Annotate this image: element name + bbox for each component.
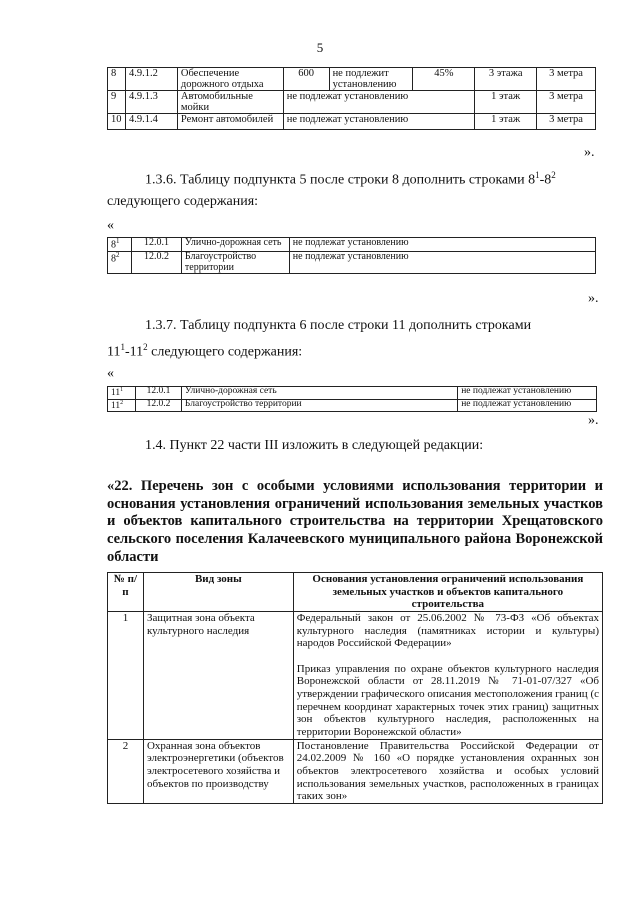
superscript: 2	[120, 399, 124, 406]
table-header-row	[108, 573, 603, 612]
column-header: Вид зоны	[143, 573, 293, 612]
table-cell	[108, 238, 132, 252]
table-cell: не подлежат установлению	[289, 252, 595, 274]
table-cell: 600	[283, 68, 329, 91]
table-row	[108, 238, 596, 252]
table-cell: не подлежат установлению	[458, 399, 597, 412]
table-cell: 3 метра	[537, 68, 596, 91]
table-cell	[108, 387, 136, 400]
section-title: «22. Перечень зон с особыми условиями использования территории и основания установления ограничений использования земельных участков и объектов капитального строительства на территории Хрещатовского сельского поселения Калачеевского муниципального района Воронежской области	[107, 478, 603, 565]
table-cell: не подлежат установлению	[289, 238, 595, 252]
table-cell: 10	[108, 114, 126, 130]
table-cell	[293, 739, 602, 803]
table-row	[108, 114, 596, 130]
row-number: 8	[111, 239, 116, 251]
paragraph-text: следующего содержания:	[147, 344, 303, 360]
row-number: 11	[111, 388, 121, 399]
table-cell: 3 метра	[537, 114, 596, 130]
table-cell: Охранная зона объектов электроэнергетики (объектов электросетевого хозяйства и объектов по производству	[143, 739, 293, 803]
opening-quote: «	[107, 218, 114, 233]
row-number: 11	[111, 400, 121, 411]
zoning-table-2	[107, 237, 596, 274]
closing-quote: ».	[588, 413, 599, 428]
closing-quote: ».	[588, 291, 599, 306]
table-cell: 3 этажа	[475, 68, 537, 91]
paragraph-text: 1.3.6. Таблицу подпункта 5 после строки 8 дополнить строками 8	[145, 172, 536, 188]
table-cell: Улично-дорожная сеть	[181, 387, 457, 400]
basis-text: Постановление Правительства Российской Федерации от 24.02.2009 № 160 «О порядке установления охранных зон объектов электросетевого хозяйства и особых условий использования земельных участков, расположенных в границах таких зон»	[296, 739, 599, 803]
zoning-table-1	[107, 67, 596, 130]
table-cell: Защитная зона объекта культурного наследия	[143, 611, 293, 739]
table-cell: 3 метра	[537, 91, 596, 114]
table-cell: 8	[108, 68, 126, 91]
basis-text: Федеральный закон от 25.06.2002 № 73-ФЗ «Об объектах культурного наследия (памятниках истории и культуры) народов Российской Федерации»	[296, 611, 599, 650]
zones-table	[107, 572, 603, 804]
table-cell: 45%	[413, 68, 475, 91]
table-cell: 4.9.1.3	[125, 91, 177, 114]
table-row	[108, 611, 603, 739]
superscript: 1	[116, 237, 120, 245]
paragraph-text: 11	[107, 344, 121, 360]
table-cell: 12.0.1	[131, 238, 181, 252]
superscript: 2	[116, 251, 120, 259]
table-cell: не подлежит установлению	[329, 68, 413, 91]
table-cell	[293, 611, 602, 739]
table-cell: Ремонт автомобилей	[177, 114, 283, 130]
paragraph-1-3-6-cont: следующего содержания:	[107, 194, 259, 209]
paragraph-1-3-7: 1.3.7. Таблицу подпункта 6 после строки 11 дополнить строками	[145, 318, 532, 333]
table-cell: Обеспечение дорожного отдыха	[177, 68, 283, 91]
superscript: 1	[120, 342, 125, 352]
table-cell: 1 этаж	[475, 114, 537, 130]
opening-quote: «	[107, 366, 114, 381]
table-row	[108, 387, 597, 400]
paragraph-text: -11	[124, 344, 144, 360]
table-row	[108, 252, 596, 274]
table-cell: 12.0.2	[135, 399, 181, 412]
table-cell	[108, 399, 136, 412]
table-cell: не подлежат установлению	[283, 91, 475, 114]
table-cell: 4.9.1.2	[125, 68, 177, 91]
paragraph-text: -8	[539, 172, 552, 188]
page-number: 5	[316, 40, 324, 55]
table-cell: Благоустройство территории	[181, 252, 289, 274]
superscript: 1	[535, 170, 540, 180]
table-cell	[108, 252, 132, 274]
column-header: Основания установления ограничений использования земельных участков и объектов капитального строительства	[293, 573, 602, 612]
table-row	[108, 739, 603, 803]
paragraph-1-4: 1.4. Пункт 22 части III изложить в следующей редакции:	[145, 438, 484, 453]
table-cell: 2	[108, 739, 144, 803]
table-cell: Улично-дорожная сеть	[181, 238, 289, 252]
table-row	[108, 91, 596, 114]
superscript: 2	[143, 342, 148, 352]
column-header: № п/п	[108, 573, 144, 612]
table-cell: не подлежат установлению	[458, 387, 597, 400]
table-cell: не подлежат установлению	[283, 114, 475, 130]
table-cell: 12.0.2	[131, 252, 181, 274]
table-cell: 1	[108, 611, 144, 739]
table-cell: 9	[108, 91, 126, 114]
basis-text: Приказ управления по охране объектов культурного наследия Воронежской области от 28.11.2019 № 71-01-07/327 «Об утверждении графического описания местоположения границ (с перечнем координат характерных точек этих границ) защитных зон объектов культурного наследия, расположенных на территории Воронежской области»	[296, 662, 599, 739]
table-cell: 4.9.1.4	[125, 114, 177, 130]
paragraph-1-3-7-cont	[107, 342, 302, 361]
table-row	[108, 68, 596, 91]
table-cell: 12.0.1	[135, 387, 181, 400]
zoning-table-3	[107, 386, 597, 412]
table-cell: 1 этаж	[475, 91, 537, 114]
superscript: 1	[120, 387, 124, 393]
superscript: 2	[551, 170, 556, 180]
paragraph-1-3-6	[145, 170, 605, 189]
table-row	[108, 399, 597, 412]
closing-quote: ».	[584, 145, 595, 160]
table-cell: Благоустройство территории	[181, 399, 457, 412]
table-cell: Автомобильные мойки	[177, 91, 283, 114]
row-number: 8	[111, 253, 116, 265]
